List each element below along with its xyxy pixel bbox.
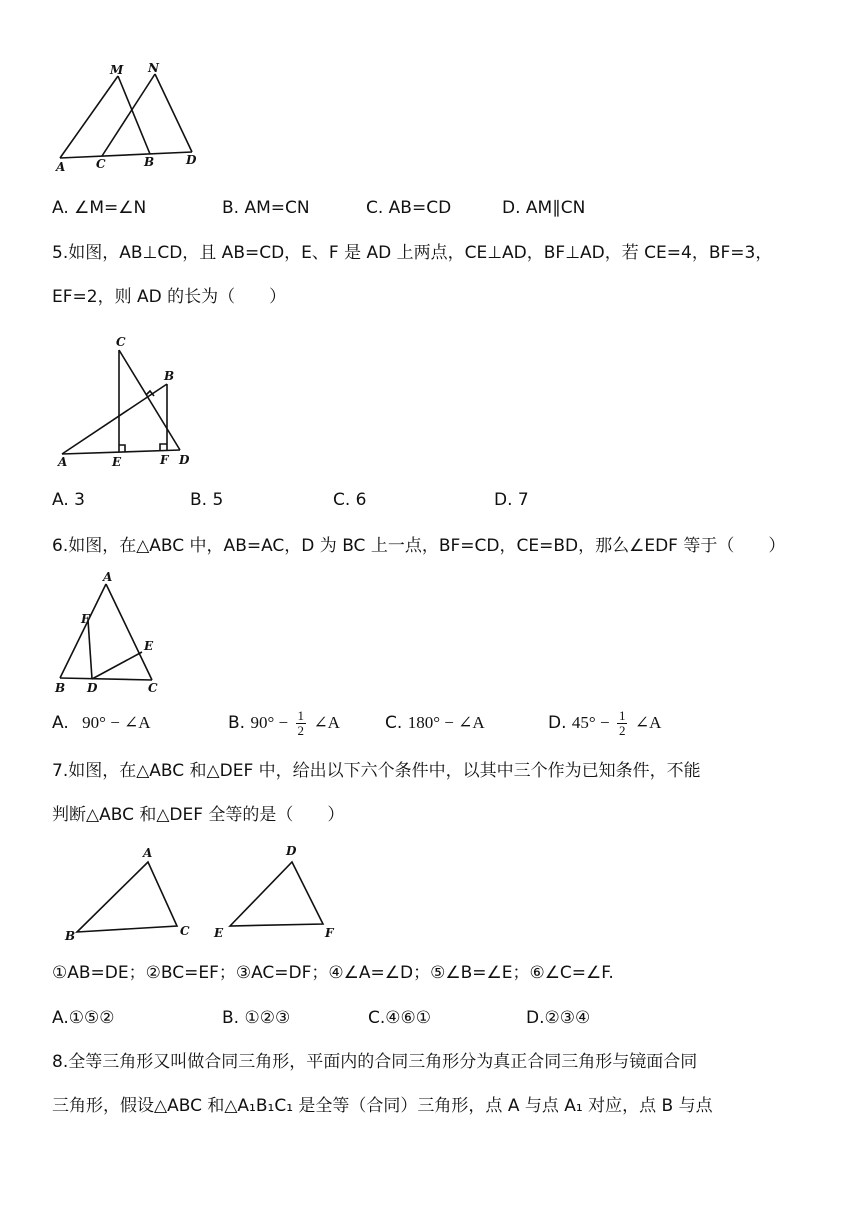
- fraction: $\frac{1}{2}$: [297, 707, 305, 738]
- option-expression: 90° − ∠A: [82, 713, 151, 732]
- q7-stem-line1: 7.如图，在△ABC 和△DEF 中，给出以下六个条件中，以其中三个作为已知条件，不能: [52, 761, 701, 781]
- q5-stem-line2: EF=2，则 AD 的长为（ ）: [52, 287, 287, 307]
- option-expression-right: ∠A: [313, 713, 340, 732]
- label-f: F: [325, 926, 334, 940]
- option-prefix: B.: [228, 713, 246, 733]
- label-f: F: [81, 612, 90, 626]
- label-c: C: [96, 157, 106, 171]
- label-m: M: [110, 63, 124, 77]
- label-f: F: [160, 453, 169, 467]
- label-d: D: [286, 844, 297, 858]
- q6-stem-line1: 6.如图，在△ABC 中，AB=AC，D 为 BC 上一点，BF=CD，CE=BD，那么∠EDF 等于（ ）: [52, 536, 786, 556]
- label-b: B: [164, 369, 175, 383]
- q7-stem-line2: 判断△ABC 和△DEF 全等的是（ ）: [52, 805, 345, 825]
- label-a: A: [58, 455, 68, 469]
- option-prefix: A.: [52, 713, 69, 733]
- label-b: B: [55, 681, 66, 695]
- label-n: N: [148, 61, 159, 75]
- q5-option-d[interactable]: D. 7: [494, 490, 529, 510]
- label-a: A: [56, 160, 66, 174]
- q7-option-b[interactable]: B. ①②③: [222, 1008, 291, 1028]
- q5-option-a[interactable]: A. 3: [52, 490, 85, 510]
- figure-q7: [52, 838, 362, 948]
- option-prefix: C.: [385, 713, 403, 733]
- label-c: C: [148, 681, 158, 695]
- label-a: A: [103, 570, 113, 584]
- label-e: E: [214, 926, 224, 940]
- label-b: B: [65, 929, 76, 943]
- label-d: D: [179, 453, 190, 467]
- label-d: D: [186, 153, 197, 167]
- option-expression: 180° − ∠A: [407, 713, 485, 732]
- q5-stem-line1: 5.如图，AB⊥CD，且 AB=CD，E、F 是 AD 上两点，CE⊥AD，BF⊥AD，若 CE=4，BF=3，: [52, 243, 773, 263]
- fraction: $\frac{1}{2}$: [618, 707, 626, 738]
- label-c: C: [180, 924, 190, 938]
- label-e: E: [112, 455, 122, 469]
- figure-q5: [52, 332, 202, 472]
- label-e: E: [144, 639, 154, 653]
- q4-option-d[interactable]: D. AM∥CN: [502, 198, 586, 218]
- q6-option-d[interactable]: [548, 704, 661, 742]
- q4-option-b[interactable]: B. AM=CN: [222, 198, 310, 218]
- q7-option-d[interactable]: D.②③④: [526, 1008, 591, 1028]
- q6-option-c[interactable]: [385, 711, 485, 735]
- option-expression-right: ∠A: [634, 713, 662, 732]
- q8-stem-line1: 8.全等三角形又叫做合同三角形，平面内的合同三角形分为真正合同三角形与镜面合同: [52, 1052, 698, 1072]
- label-d: D: [87, 681, 98, 695]
- option-prefix: D.: [548, 713, 567, 733]
- label-a: A: [143, 846, 153, 860]
- q7-conditions: ①AB=DE；②BC=EF；③AC=DF；④∠A=∠D；⑤∠B=∠E；⑥∠C=∠F.: [52, 963, 614, 983]
- label-c: C: [116, 335, 126, 349]
- figure-q6: [52, 570, 182, 700]
- q7-option-a[interactable]: A.①⑤②: [52, 1008, 115, 1028]
- q5-option-c[interactable]: C. 6: [333, 490, 367, 510]
- option-expression-left: 90° −: [250, 713, 289, 732]
- q6-option-a[interactable]: [52, 711, 151, 735]
- q4-option-a[interactable]: A. ∠M=∠N: [52, 198, 147, 218]
- label-b: B: [144, 155, 155, 169]
- option-expression-left: 45° −: [571, 713, 610, 732]
- q6-option-b[interactable]: [228, 704, 340, 742]
- figure-q4: [52, 58, 212, 173]
- q7-option-c[interactable]: C.④⑥①: [368, 1008, 431, 1028]
- q8-stem-line2: 三角形，假设△ABC 和△A₁B₁C₁ 是全等（合同）三角形，点 A 与点 A₁ 对应，点 B 与点: [52, 1096, 713, 1116]
- q4-option-c[interactable]: C. AB=CD: [366, 198, 452, 218]
- q5-option-b[interactable]: B. 5: [190, 490, 224, 510]
